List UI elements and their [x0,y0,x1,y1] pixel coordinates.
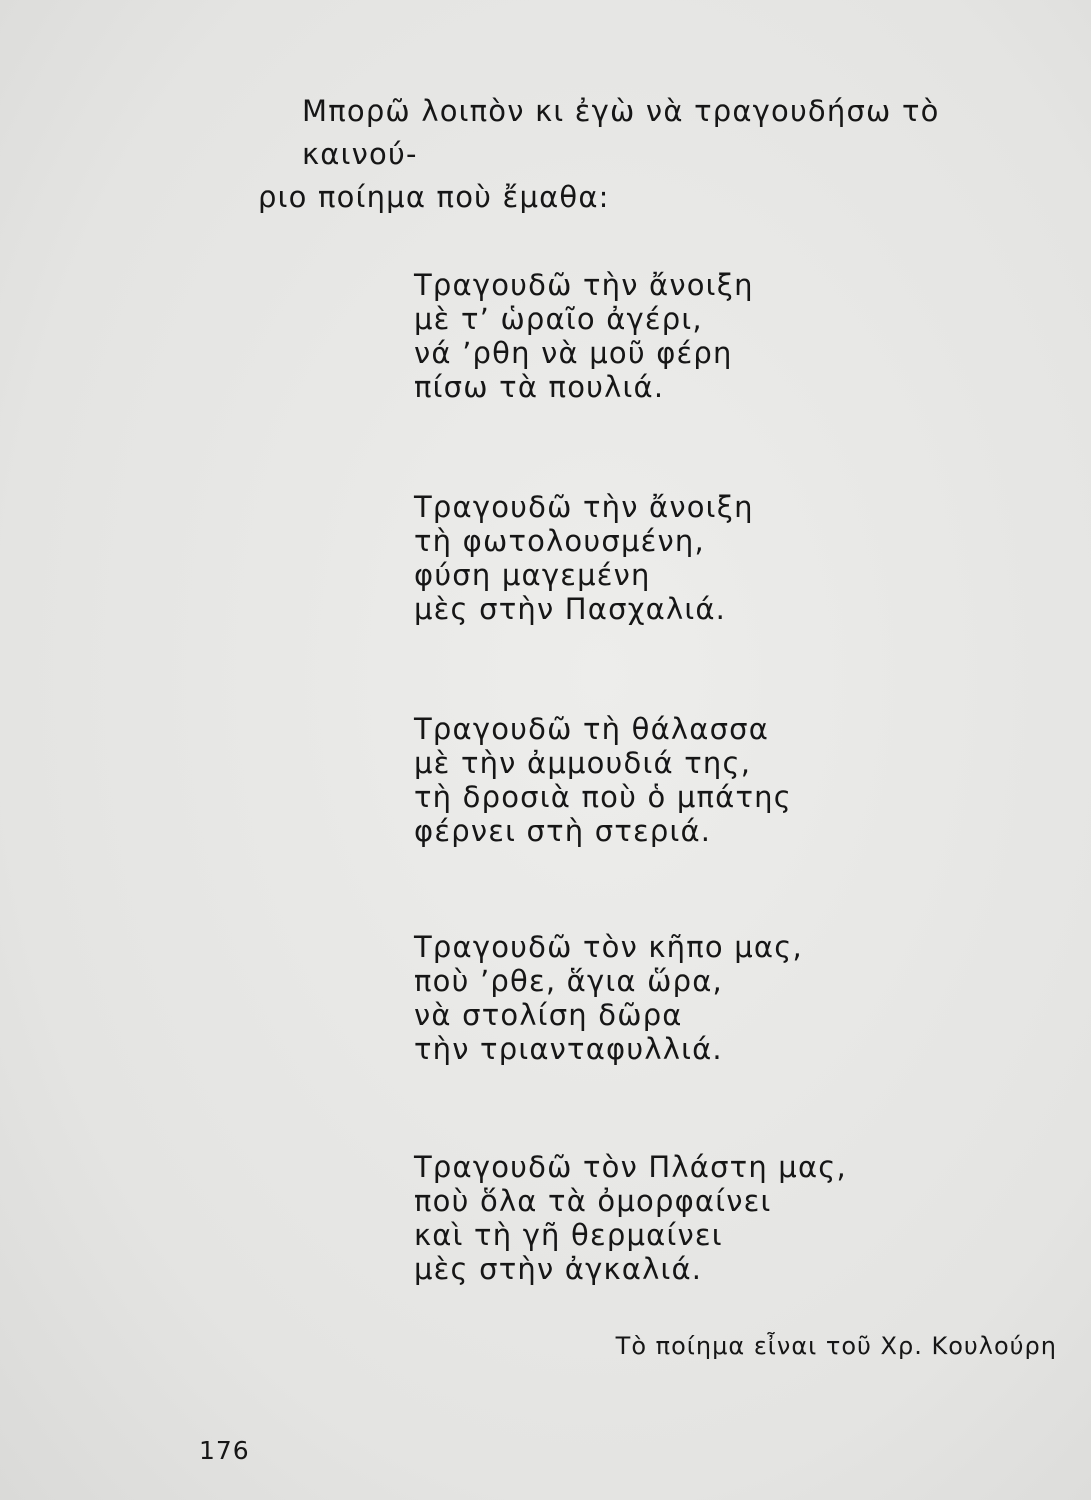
poem-stanza-1 [414,268,754,404]
poem-line: νὰ στολίση δῶρα [414,998,683,1032]
intro-paragraph [258,90,1058,219]
poem-line: φέρνει στὴ στεριά. [414,814,712,848]
poem-line: Τραγουδῶ τὴν ἄνοιξη [414,490,754,524]
poem-stanza-3 [414,712,792,848]
poem-line: μὲ τ’ ὡραῖο ἀγέρι, [414,302,703,336]
intro-line-2: ριο ποίημα ποὺ ἔμαθα: [258,180,610,214]
poem-stanza-5 [414,1150,847,1286]
page-number: 176 [199,1436,250,1465]
poem-stanza-4 [414,930,803,1066]
poem-line: καὶ τὴ γῆ θερμαίνει [414,1218,723,1252]
poem-line: Τραγουδῶ τὴ θάλασσα [414,712,770,746]
poem-line: τὴ φωτολουσμένη, [414,524,705,558]
intro-line-1: Μπορῶ λοιπὸν κι ἐγὼ νὰ τραγουδήσω τὸ καινού- [302,94,940,171]
poem-line: φύση μαγεμένη [414,558,651,592]
poem-line: μὲς στὴν Πασχαλιά. [414,592,727,626]
poem-line: Τραγουδῶ τὴν ἄνοιξη [414,268,754,302]
poem-line: πίσω τὰ πουλιά. [414,370,665,404]
poem-line: τὴ δροσιὰ ποὺ ὁ μπάτης [414,780,792,814]
poem-line: Τραγουδῶ τὸν Πλάστη μας, [414,1150,847,1184]
poem-line: ποὺ ὅλα τὰ ὀμορφαίνει [414,1184,772,1218]
poem-line: μὲς στὴν ἀγκαλιά. [414,1252,703,1286]
poem-line: ποὺ ’ρθε, ἅγια ὥρα, [414,964,723,998]
poem-line: Τραγουδῶ τὸν κῆπο μας, [414,930,803,964]
poem-stanza-2 [414,490,754,626]
poem-line: μὲ τὴν ἀμμουδιά της, [414,746,752,780]
poem-author-credit: Τὸ ποίημα εἶναι τοῦ Χρ. Κουλούρη [615,1332,1057,1360]
poem-line: νά ’ρθη νὰ μοῦ φέρη [414,336,733,370]
poem-line: τὴν τριανταφυλλιά. [414,1032,723,1066]
